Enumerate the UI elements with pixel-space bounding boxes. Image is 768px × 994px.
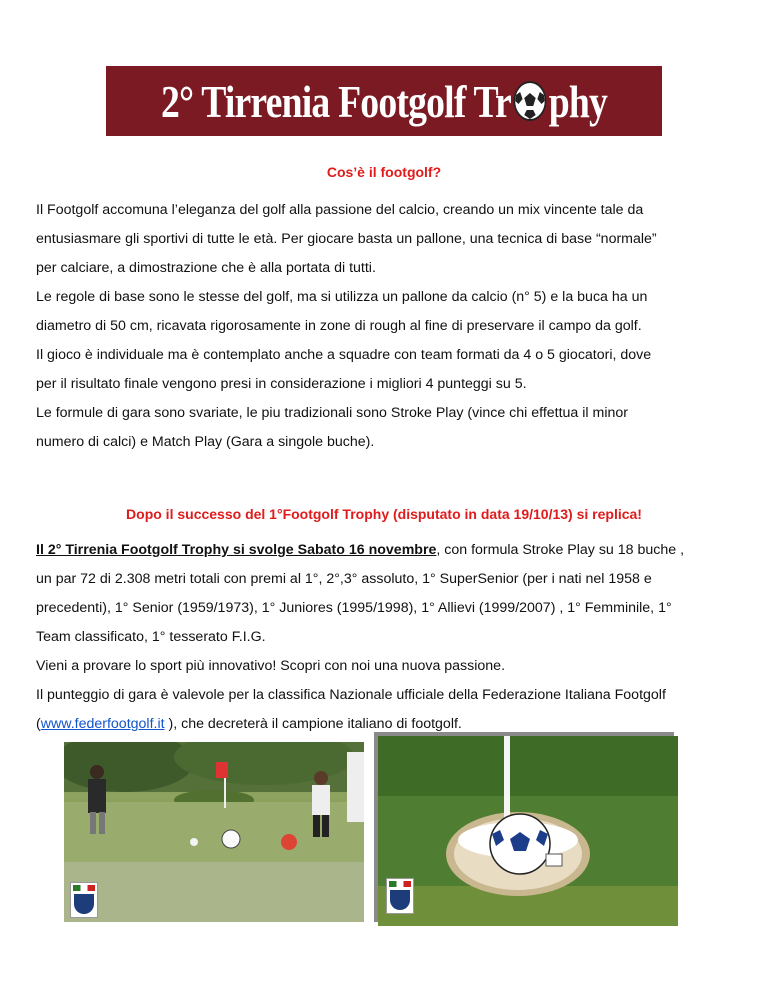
text-line: Il Footgolf accomuna l’eleganza del golf alla passione del calcio, creando un mix vincente tale da — [36, 202, 644, 218]
banner-title-part1: 2° Tirrenia Footgolf Tr — [160, 75, 511, 127]
text-fragment: , con formula Stroke Play su 18 buche , — [436, 542, 685, 558]
text-line: per calciare, a dimostrazione che è alla portata di tutti. — [36, 260, 376, 276]
text-line: Vieni a provare lo sport più innovativo! Scopri con noi una nuova passione. — [36, 658, 506, 674]
text-line: Il punteggio di gara è valevole per la classifica Nazionale ufficiale della Federazione Italiana Footgolf — [36, 687, 666, 703]
banner-title-part2: phy — [548, 75, 608, 127]
text-line: Le formule di gara sono svariate, le piu tradizionali sono Stroke Play (vince chi effettua il minor — [36, 405, 628, 421]
text-fragment: ( — [36, 716, 41, 732]
text-line: Il gioco è individuale ma è contemplato anche a squadre con team formati da 4 o 5 giocatori, dove — [36, 347, 652, 363]
replica-heading: Dopo il successo del 1°Footgolf Trophy (disputato in data 19/10/13) si replica! — [126, 506, 642, 522]
photo-scene — [378, 736, 678, 926]
players-on-course-photo — [64, 742, 364, 922]
text-line: numero di calci) e Match Play (Gara a singole buche). — [36, 434, 375, 450]
federfootgolf-link[interactable]: www.federfootgolf.it — [40, 716, 165, 732]
text-line: Team classificato, 1° tesserato F.I.G. — [36, 629, 266, 645]
text-line: Le regole di base sono le stesse del golf, ma si utilizza un pallone da calcio (n° 5) e la buca ha un — [36, 289, 648, 305]
trophy-description — [36, 536, 736, 739]
federation-logo — [70, 882, 98, 918]
title-banner — [106, 66, 662, 136]
ball-in-hole-photo — [378, 736, 678, 926]
photo-scene — [64, 742, 364, 922]
soccer-ball-icon — [513, 80, 547, 122]
text-line — [36, 536, 736, 565]
federation-logo — [386, 878, 414, 914]
text-line: diametro di 50 cm, ricavata rigorosamente in zone di rough al fine di preservare il campo da golf. — [36, 318, 642, 334]
text-line: un par 72 di 2.308 metri totali con premi al 1°, 2°,3° assoluto, 1° SuperSenior (per i nati nel 1958 e — [36, 571, 652, 587]
text-line: per il risultato finale vengono presi in considerazione i migliori 4 punteggi su 5. — [36, 376, 527, 392]
text-line: precedenti), 1° Senior (1959/1973), 1° Juniores (1995/1998), 1° Allievi (1999/2007) , 1° Femminile, 1° — [36, 600, 672, 616]
event-date-highlight: Il 2° Tirrenia Footgolf Trophy si svolge Sabato 16 novembre — [36, 542, 437, 558]
text-line — [36, 710, 736, 739]
banner-title — [161, 75, 607, 128]
footgolf-heading: Cos’è il footgolf? — [326, 164, 442, 180]
footgolf-description — [36, 196, 736, 457]
text-fragment: ), che decreterà il campione italiano di footgolf. — [164, 716, 462, 732]
text-line: entusiasmare gli sportivi di tutte le età. Per giocare basta un pallone, una tecnica di base “normale” — [36, 231, 657, 247]
